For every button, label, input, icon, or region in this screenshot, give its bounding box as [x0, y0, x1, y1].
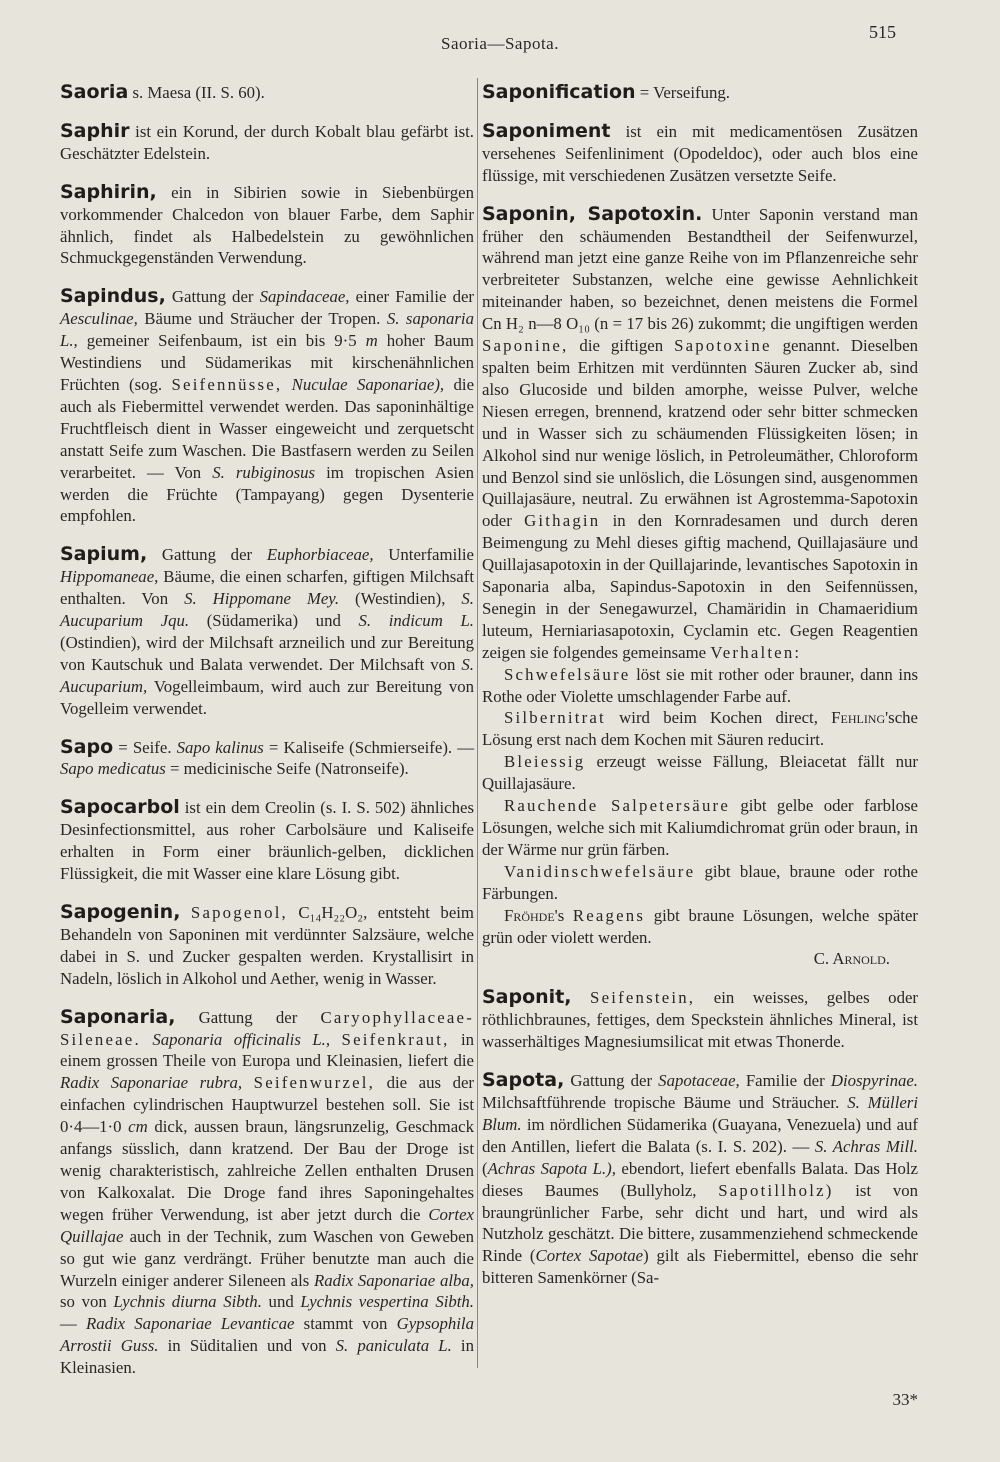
- entry-saponin: [482, 204, 918, 971]
- headword: Saphir: [60, 119, 130, 142]
- column-divider: [477, 78, 478, 1368]
- headword: Saponification: [482, 81, 636, 103]
- entry-saphirin: Saphirin, ein in Sibirien sowie in Siebenbürgen vorkommender Chalcedon von blauer Farbe, dem Saphir ähnlich, findet als Halbedelstein zu gewöhnlichen Schmuckgegenständen Verwendung.: [60, 180, 474, 268]
- headword: Sapogenin,: [60, 901, 181, 923]
- headword: Saponit,: [482, 986, 572, 1009]
- entry-saphir: Saphir ist ein Korund, der durch Kobalt blau gefärbt ist. Geschätzter Edelstein.: [60, 119, 474, 163]
- right-column: [482, 82, 918, 1306]
- left-column: [60, 82, 474, 1396]
- headword: Sapo: [60, 735, 114, 758]
- headword: Saponiment: [482, 119, 611, 142]
- entry-saponiment: Saponiment ist ein mit medicamentösen Zusätzen versehenes Seifenliniment (Opodeldoc), oder auch blos eine flüssige, mit verschiedenen Zusätzen versetzte Seife.: [482, 119, 918, 185]
- entry-sapium: Sapium, Gattung der Euphorbiaceae, Unterfamilie Hippomaneae, Bäume, die einen scharfen, giftigen Milchsaft enthalten. Von S. Hippomane Mey. (Westindien), S. Aucuparium Jqu. (Südamerika) und S. indicum L. (Ostindien), wird der Milchsaft arzneilich und zur Bereitung von Kautschuk und Balata verwendet. Der Milchsaft von S. Aucuparium, Vogelleimbaum, wird auch zur Bereitung von Vogelleim verwendet.: [60, 543, 474, 718]
- reaction-vanidin: Vanidinschwefelsäure gibt blaue, braune oder rothe Färbungen.: [482, 861, 918, 903]
- reaction-sulfuric: Schwefelsäure löst sie mit rother oder brauner, dann ins Rothe oder Violette umschlagender Farbe auf.: [482, 664, 918, 706]
- headword: Sapocarbol: [60, 796, 180, 819]
- entry-sapindus: Sapindus, Gattung der Sapindaceae, einer Familie der Aesculinae, Bäume und Sträucher der Tropen. S. saponaria L., gemeiner Seifenbaum, ist ein bis 9·5 m hoher Baum Westindiens und Südamerikas mit kirschenähnlichen Früchten (sog. Seifennüsse, Nuculae Saponariae), die auch als Fiebermittel verwendet werden. Das saponinhältige Fruchtfleisch dient in Wasser eingeweicht und zerquetscht anstatt Seife zum Waschen. Die Bastfasern werden zu Seilen verarbeitet. — Von S. rubiginosus im tropischen Asien werden die Früchte (Tampayang) gegen Dysenterie empfohlen.: [60, 285, 475, 526]
- headword: Sapium,: [60, 543, 148, 566]
- page-number: 515: [869, 22, 896, 42]
- headword: Saponaria,: [60, 1005, 176, 1028]
- entry-sapogenin: Sapogenin, Sapogenol, C₁₄H₂₂O₂, entsteht beim Behandeln von Saponinen mit verdünnter Salzsäure, welche dabei in S. und Zucker gespalten werden. Krystallisirt in Nadeln, löslich in Alkohol und Aether, wenig in Wasser.: [60, 901, 474, 988]
- running-title: Saoria—Sapota.: [441, 34, 559, 53]
- headword: Saoria: [60, 81, 129, 103]
- entry-saponification: Saponification = Verseifung.: [482, 81, 730, 103]
- reaction-nitric: Rauchende Salpetersäure gibt gelbe oder farblose Lösungen, welche sich mit Kaliumdichromat grün oder braun, in der Wärme nur grün färben.: [482, 796, 918, 859]
- reaction-froehde: Fröhde's Reagens gibt braune Lösungen, welche später grün oder violett werden.: [482, 905, 918, 947]
- author-signature: C. Arnold.: [813, 949, 890, 969]
- entry-sapocarbol: Sapocarbol ist ein dem Creolin (s. I. S. 502) ähnliches Desinfectionsmittel, aus roher Carbolsäure und Kaliseife erhalten in Form einer bräunlich-gelben, dicklichen Flüssigkeit, die mit Wasser eine klare Lösung gibt.: [60, 796, 474, 884]
- headword: Sapota,: [482, 1069, 565, 1092]
- headword: Saphirin,: [60, 180, 157, 203]
- sheet-signature: 33*: [892, 1390, 918, 1409]
- reaction-lead: Bleiessig erzeugt weisse Fällung, Bleiacetat fällt nur Quillajasäure.: [482, 752, 918, 794]
- saponin-intro: Saponin, Sapotoxin. Unter Saponin verstand man früher den schäumenden Bestandtheil der Seifenwurzel, während man jetzt eine ganze Reihe von im Pflanzenreiche sehr verbreiteter Substanzen, welche eine gewisse Aehnlichkeit miteinander haben, so bezeichnet, denen meistens die Formel Cn H₂ n—8 O₁₀ (n = 17 bis 26) zukommt; die ungiftigen werden Saponine, die giftigen Sapotoxine genannt. Dieselben spalten beim Erhitzen mit verdünnten Säuren Zucker ab, sind also Glucoside und bilden amorphe, weisse Pulver, welche Niesen erregen, brennend, kratzend oder sehr bitter schmecken und in Wasser sich zu schäumenden Flüssigkeiten lösen; in Alkohol sind nur wenige löslich, in Petroleumäther, Chloroform und Benzol sind sie unlöslich, die Lösungen sind, ausgenommen Quillajasäure, neutral. Zu erwähnen ist Agrostemma-Sapotoxin oder Githagin in den Kornradesamen und durch deren Beimengung zu Mehl dieses giftig machend, Quillajasäure und Quillajasapotoxin in der Quillajarinde, levantisches Sapotoxin in Saponaria alba, Sapindus-Sapotoxin in den Seifennüssen, Senegin in der Senegawurzel, Chamäridin in Chamaeridium luteum, Herniariasapotoxin, Cyclamin etc. Gegen Reagentien zeigen sie folgendes gemeinsame Verhalten:: [482, 202, 918, 662]
- headword: Saponin, Sapotoxin.: [482, 202, 703, 225]
- entry-saponit: Saponit, Seifenstein, ein weisses, gelbes oder röthlichbraunes, fettiges, dem Speckstein ähnliches Mineral, ist wasserhältiges Magnesiumsilicat mit etwas Thonerde.: [482, 986, 919, 1052]
- headword: Sapindus,: [60, 285, 166, 308]
- entry-saponaria: Saponaria, Gattung der Caryophyllaceae-Sileneae. Saponaria officinalis L., Seifenkraut, in einem grossen Theile von Europa und Kleinasien, liefert die Radix Saponariae rubra, Seifenwurzel, die aus der einfachen cylindrischen Hauptwurzel bestehen soll. Sie ist 0·4—1·0 cm dick, aussen braun, längsrunzelig, Geschmack anfangs süsslich, dann kratzend. Der Bau der Droge ist wenig charakteristisch, zahlreiche Zellen enthalten Drusen von Kalkoxalat. Die Droge fand ihres Saponingehaltes wegen früher Verwendung, ist aber jetzt durch die Cortex Quillajae auch in der Technik, zum Waschen von Geweben so gut wie ganz verdrängt. Früher benutzte man auch die Wurzeln einiger anderer Sileneen als Radix Saponariae alba, so von Lychnis diurna Sibth. und Lychnis vespertina Sibth. — Radix Saponariae Levanticae stammt von Gypsophila Arrostii Guss. in Süditalien und von S. paniculata L. in Kleinasien.: [60, 1005, 475, 1378]
- entry-saoria: Saoria s. Maesa (II. S. 60).: [60, 81, 265, 103]
- reaction-silver: Silbernitrat wird beim Kochen direct, Fehling'sche Lösung erst nach dem Kochen mit Säuren reducirt.: [482, 708, 918, 750]
- entry-sapota: Sapota, Gattung der Sapotaceae, Familie der Diospyrinae. Milchsaftführende tropische Bäume und Sträucher. S. Mülleri Blum. im nördlichen Südamerika (Guayana, Venezuela) und auf den Antillen, liefert die Balata (s. I. S. 202). — S. Achras Mill. (Achras Sapota L.), ebendort, liefert ebenfalls Balata. Das Holz dieses Baumes (Bullyholz, Sapotillholz) ist von braungrünlicher Farbe, sehr dicht und hart, und wird als Nutzholz geschätzt. Die bittere, zusammenziehend schmeckende Rinde (Cortex Sapotae) gilt als Fiebermittel, ebenso die sehr bitteren Samenkörner (Sa-: [482, 1069, 919, 1288]
- entry-sapo: Sapo = Seife. Sapo kalinus = Kaliseife (Schmierseife). — Sapo medicatus = medicinische Seife (Natronseife).: [60, 735, 475, 779]
